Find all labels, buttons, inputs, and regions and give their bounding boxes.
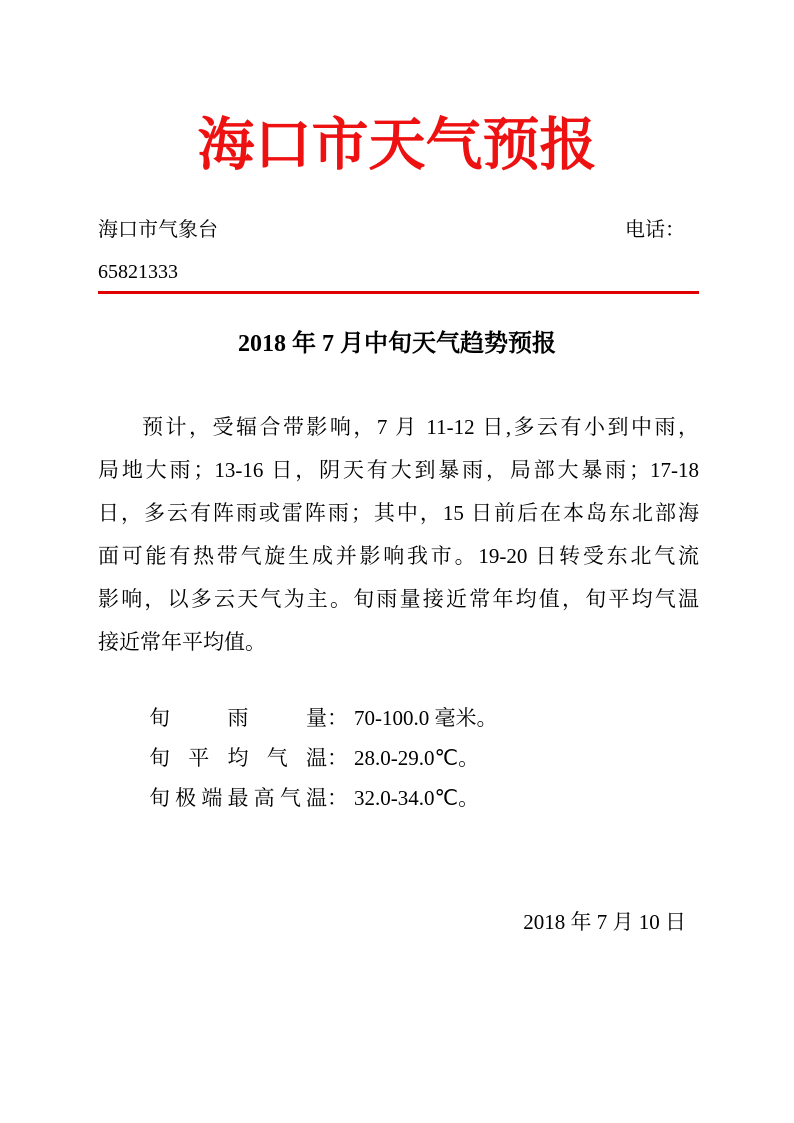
stats-block: [98, 698, 699, 818]
stat-value: 70-100.0 毫米。: [354, 706, 498, 730]
document-date: 2018 年 7 月 10 日: [523, 910, 686, 934]
phone-number: 65821333: [98, 261, 178, 283]
stat-value: 28.0-29.0℃。: [354, 746, 480, 770]
stat-row-max-temp: [98, 778, 699, 818]
agency-name: 海口市气象台: [98, 219, 218, 241]
body-line: 日，多云有阵雨或雷阵雨；其中，15 日前后在本岛东北部海: [98, 501, 699, 525]
document-title: 海口市天气预报: [197, 113, 597, 177]
body-line: 局地大雨；13-16 日，阴天有大到暴雨，局部大暴雨；17-18: [98, 458, 700, 482]
forecast-body: [98, 406, 699, 664]
stat-label: 旬雨量: [149, 706, 327, 730]
stat-row-avg-temp: [98, 738, 699, 778]
stat-row-rainfall: [98, 698, 699, 738]
header-row: [98, 218, 699, 242]
body-line: 影响，以多云天气为主。旬雨量接近常年均值，旬平均气温: [98, 587, 699, 611]
stat-colon: ：: [327, 706, 348, 730]
body-line: 预计，受辐合带影响，7 月 11-12 日,多云有小到中雨，: [142, 415, 699, 439]
stat-value: 32.0-34.0℃。: [354, 786, 480, 810]
red-divider-line: [98, 291, 699, 294]
body-line: 面可能有热带气旋生成并影响我市。19-20 日转受东北气流: [98, 544, 699, 568]
stat-label: 旬极端最高气温: [149, 786, 327, 810]
stat-label: 旬平均气温: [149, 746, 327, 770]
forecast-subtitle: 2018 年 7 月中旬天气趋势预报: [238, 331, 556, 357]
body-line: 接近常年平均值。: [98, 630, 266, 654]
phone-label: 电话：: [625, 219, 685, 241]
stat-colon: ：: [327, 746, 348, 770]
stat-colon: ：: [327, 786, 348, 810]
